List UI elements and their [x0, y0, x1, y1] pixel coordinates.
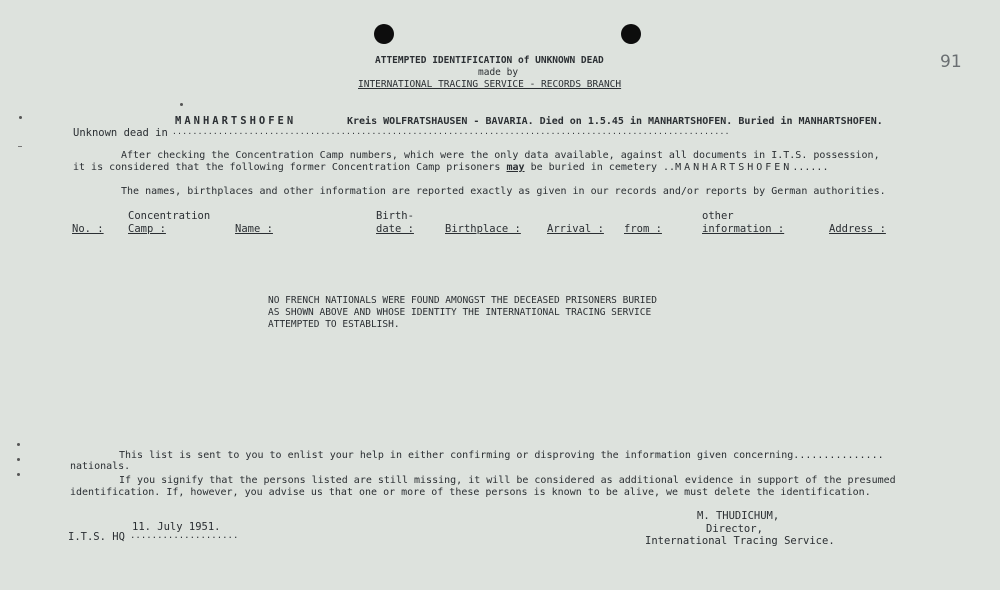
may-underlined: may — [506, 162, 525, 173]
header-title: ATTEMPTED IDENTIFICATION of UNKNOWN DEAD — [375, 55, 604, 66]
director-title: Director, — [706, 523, 763, 535]
col-name: Name : — [235, 223, 273, 235]
burial-details: Kreis WOLFRATSHAUSEN - BAVARIA. Died on 1.5.45 in MANHARTSHOFEN. Buried in MANHARTSHOFEN. — [347, 116, 883, 127]
notice-line3: ATTEMPTED TO ESTABLISH. — [268, 319, 400, 330]
col-other-top: other — [702, 210, 734, 222]
cemetery-name: MANHARTSHOFEN — [675, 162, 793, 173]
signify-line2: identification. If, however, you advise us that one or more of these persons is known to be alive, we must delete the identification. — [70, 487, 871, 498]
col-other-information: information : — [702, 223, 785, 235]
col-camp-top: Concentration — [128, 210, 211, 222]
col-from: from : — [624, 223, 662, 235]
director-organization: International Tracing Service. — [645, 535, 835, 547]
hq-date: 11. July 1951. — [132, 521, 221, 533]
hq-label: I.T.S. HQ — [68, 531, 125, 543]
margin-mark — [19, 116, 22, 119]
para-checking-line2 — [73, 161, 828, 174]
notice-line2: AS SHOWN ABOVE AND WHOSE IDENTITY THE INTERNATIONAL TRACING SERVICE — [268, 307, 652, 318]
list-sent-dots: .......... — [823, 450, 884, 461]
para-names-reported: The names, birthplaces and other information are reported exactly as given in our records and/or reports by German authorities. — [121, 186, 886, 197]
col-birth-top: Birth- — [376, 210, 414, 222]
hq-date-dots: .................... — [130, 531, 239, 541]
col-birthdate: date : — [376, 223, 414, 235]
notice-line1: NO FRENCH NATIONALS WERE FOUND AMONGST THE DECEASED PRISONERS BURIED — [268, 295, 657, 306]
col-address: Address : — [829, 223, 886, 235]
col-no: No. : — [72, 223, 104, 235]
place-name-spaced: MANHARTSHOFEN — [175, 115, 297, 127]
punch-hole-right — [621, 24, 641, 44]
director-name: M. THUDICHUM, — [697, 510, 780, 522]
para-checking-line1: After checking the Concentration Camp numbers, which were the only data available, against all documents in I.T.S. possession, — [121, 150, 880, 161]
unknown-dead-dots: ............................................................................................................. — [172, 127, 730, 136]
margin-mark — [17, 458, 20, 461]
margin-mark — [17, 443, 20, 446]
small-asterisk-mark — [180, 103, 183, 106]
cemetery-label: be buried in cemetery .. — [524, 162, 676, 173]
col-arrival: Arrival : — [547, 223, 604, 235]
cemetery-dots: ...... — [792, 162, 829, 173]
margin-mark — [17, 473, 20, 476]
col-camp: Camp : — [128, 223, 166, 235]
margin-mark — [18, 146, 22, 147]
punch-hole-left — [374, 24, 394, 44]
list-sent-line1 — [119, 449, 884, 462]
header-organization: INTERNATIONAL TRACING SERVICE - RECORDS BRANCH — [358, 79, 622, 90]
list-sent-line2: nationals. — [70, 461, 131, 472]
unknown-dead-label: Unknown dead in — [73, 127, 168, 139]
page-number: 91 — [940, 52, 962, 72]
signify-line1: If you signify that the persons listed are still missing, it will be considered as additional evidence in support of the presumed — [119, 475, 896, 486]
list-sent-text: This list is sent to you to enlist your help in either confirming or disproving the information given concerning..... — [119, 450, 824, 461]
header-made-by: made by — [478, 67, 519, 78]
para-checking-text: it is considered that the following former Concentration Camp prisoners — [73, 162, 507, 173]
col-birthplace: Birthplace : — [445, 223, 521, 235]
